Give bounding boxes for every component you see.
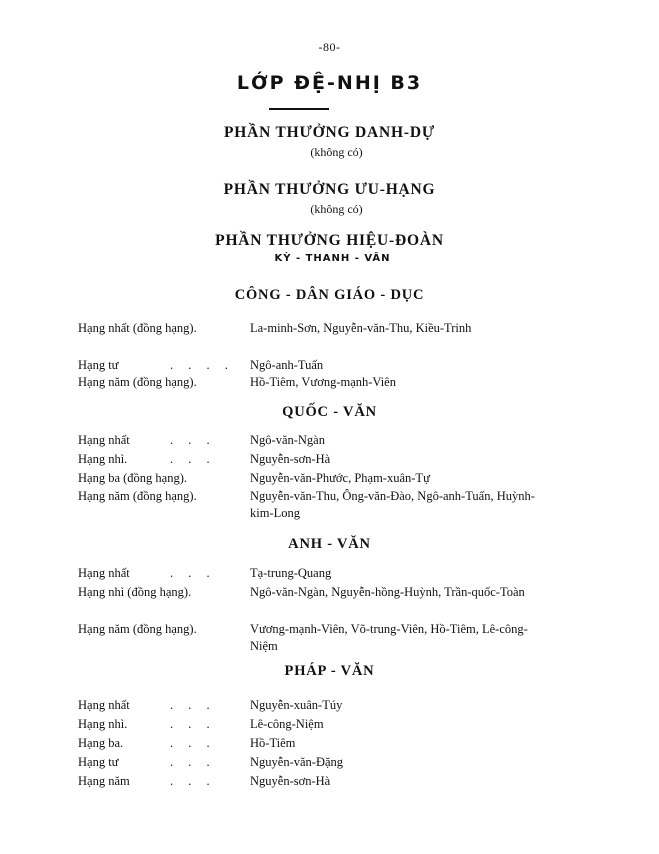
subject-heading-french: PHÁP - VĂN [284, 663, 375, 679]
recipient-names: Tạ-trung-Quang [250, 566, 332, 580]
prize-heading: PHẦN THƯỞNG ƯU-HẠNG [223, 181, 436, 198]
prize-honor [0, 124, 659, 160]
rank-label: Hạng năm (đồng hạng). [78, 489, 197, 503]
leader-dots: . . . [170, 433, 216, 447]
leader-dots: . . . [170, 452, 216, 466]
title-rule [269, 108, 329, 110]
leader-dots: . . . [170, 755, 216, 769]
recipient-names: Nguyễn-sơn-Hà [250, 452, 331, 466]
prize-principal [0, 232, 659, 264]
rank-label: Hạng ba. [78, 736, 124, 750]
recipient-names: Ngô-văn-Ngàn [250, 433, 325, 447]
prize-note: (không có) [310, 145, 363, 159]
recipient-names: Ngô-anh-Tuấn [250, 358, 324, 372]
leader-dots: . . . [170, 774, 216, 788]
recipient-names: Nguyễn-sơn-Hà [250, 774, 331, 788]
rank-label: Hạng nhì. [78, 452, 128, 466]
leader-dots: . . . [170, 698, 216, 712]
prize-heading: PHẦN THƯỞNG DANH-DỰ [224, 124, 435, 141]
rank-label: Hạng tư [78, 358, 119, 372]
rank-label: Hạng nhất [78, 698, 130, 712]
rank-label: Hạng ba (đồng hạng). [78, 471, 187, 485]
recipient-names: Nguyễn-xuân-Túy [250, 698, 343, 712]
prize-note: (không có) [310, 202, 363, 216]
rank-label: Hạng nhất [78, 433, 130, 447]
recipient-names: Lê-công-Niệm [250, 717, 324, 731]
rank-label: Hạng nhất [78, 566, 130, 580]
rank-label: Hạng tư [78, 755, 119, 769]
rank-label: Hạng nhì. [78, 717, 128, 731]
prize-heading: PHẦN THƯỞNG HIỆU-ĐOÀN [215, 232, 444, 249]
rank-label: Hạng nhì (đồng hạng). [78, 585, 192, 599]
class-title: LỚP ĐỆ-NHỊ B3 [236, 72, 423, 94]
leader-dots: . . . [170, 736, 216, 750]
recipient-names: Hồ-Tiêm [250, 736, 296, 750]
recipient-names: La-minh-Sơn, Nguyễn-văn-Thu, Kiều-Trinh [250, 321, 472, 335]
subject-heading-vietnamese: QUỐC - VĂN [282, 404, 377, 420]
recipient-names: Ngô-văn-Ngàn, Nguyễn-hồng-Huỳnh, Trần-quốc-Toàn [250, 585, 525, 599]
page-number: -80- [318, 40, 341, 54]
recipient-names: Nguyễn-văn-Đặng [250, 755, 344, 769]
prize-recipient: KỲ - THANH - VÂN [274, 253, 391, 264]
rank-label: Hạng năm (đồng hạng). [78, 622, 197, 636]
recipient-names: Nguyễn-văn-Thu, Ông-văn-Đào, Ngô-anh-Tuấn, Huỳnh-kim-Long [250, 489, 535, 520]
leader-dots: . . . [170, 566, 216, 580]
prize-excellence [0, 181, 659, 217]
subject-heading-english: ANH - VĂN [288, 536, 371, 552]
recipient-names: Nguyễn-văn-Phước, Phạm-xuân-Tự [250, 471, 430, 485]
recipient-names: Hồ-Tiêm, Vương-mạnh-Viên [250, 375, 396, 389]
leader-dots: . . . . [170, 358, 234, 372]
leader-dots: . . . [170, 717, 216, 731]
rank-label: Hạng năm (đồng hạng). [78, 375, 197, 389]
subject-heading-civics: CÔNG - DÂN GIÁO - DỤC [234, 287, 425, 303]
rank-label: Hạng nhất (đồng hạng). [78, 321, 197, 335]
recipient-names: Vương-mạnh-Viên, Võ-trung-Viên, Hồ-Tiêm, Lê-công-Niệm [250, 622, 528, 653]
rank-label: Hạng năm [78, 774, 130, 788]
